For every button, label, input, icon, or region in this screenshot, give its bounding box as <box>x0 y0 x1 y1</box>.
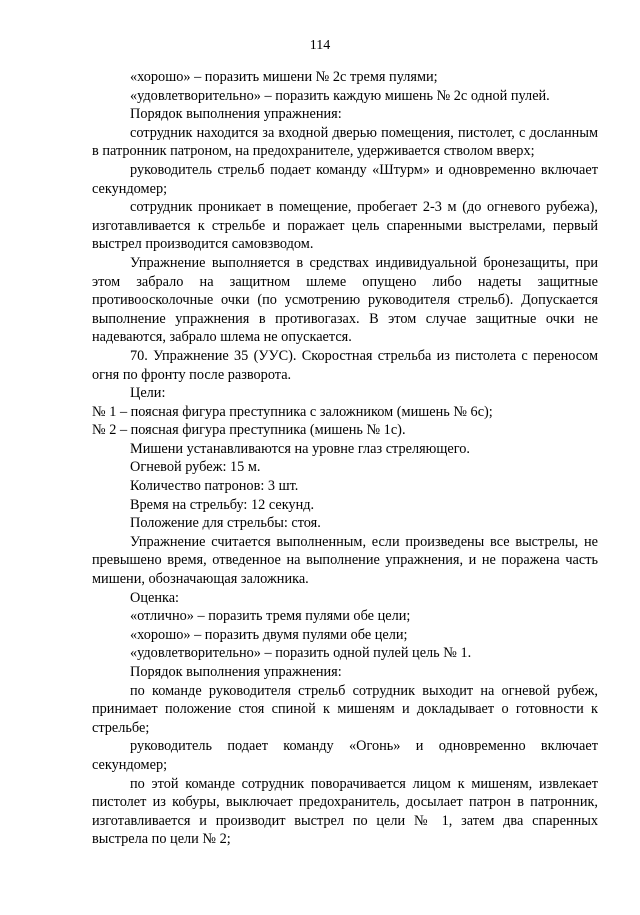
paragraph: Мишени устанавливаются на уровне глаз стреляющего. <box>130 440 470 457</box>
paragraph: руководитель стрельб подает команду «Штурм» и одновременно включает секундомер; <box>92 161 598 197</box>
paragraph: № 2 – поясная фигура преступника (мишень № 1с). <box>92 422 406 439</box>
paragraph: № 1 – поясная фигура преступника с заложником (мишень № 6с); <box>92 403 493 420</box>
paragraph: Оценка: <box>130 589 180 606</box>
paragraph: Положение для стрельбы: стоя. <box>130 515 321 532</box>
paragraph: Количество патронов: 3 шт. <box>130 478 299 495</box>
paragraph: руководитель подает команду «Огонь» и одновременно включает секундомер; <box>92 738 598 773</box>
paragraph: Цели: <box>130 385 166 402</box>
paragraph: «удовлетворительно» – поразить каждую мишень № 2с одной пулей. <box>130 87 550 104</box>
paragraph: по этой команде сотрудник поворачивается лицом к мишеням, извлекает пистолет из кобуры, выключает предохранитель, досылает патрон в патронник, изготавливается и производит выстрел по цели № 1, затем два спаренных выстрела по цели № 2; <box>92 775 598 848</box>
paragraph: Порядок выполнения упражнения: <box>130 106 342 123</box>
paragraph: Упражнение считается выполненным, если произведены все выстрелы, не превышено время, отведенное на выполнение упражнения, и не поражена часть мишени, обозначающая заложника. <box>92 533 598 588</box>
paragraph: Порядок выполнения упражнения: <box>130 664 342 680</box>
paragraph: Время на стрельбу: 12 секунд. <box>130 496 315 513</box>
paragraph: сотрудник находится за входной дверью помещения, пистолет, с досланным в патронник патроном, на предохранителе, удерживается стволом вверх; <box>92 124 598 160</box>
paragraph: Упражнение выполняется в средствах индивидуальной бронезащиты, при этом забрало на защитном шлеме опущено либо надеты защитные противоосколочные очки (по усмотрению руководителя стрельб). Допускается выполнение упражнения в противогазах. В этом случае защитные очки не надеваются, забрало шлема не опускается. <box>92 254 598 346</box>
paragraph: Огневой рубеж: 15 м. <box>130 459 261 476</box>
paragraph: сотрудник проникает в помещение, пробегает 2-3 м (до огневого рубежа), изготавливается к стрельбе и поражает цель спаренными выстрелами, первый выстрел производится самовзводом. <box>92 199 598 253</box>
paragraph: «удовлетворительно» – поразить одной пулей цель № 1. <box>130 645 472 662</box>
paragraph: «хорошо» – поразить двумя пулями обе цели; <box>130 626 408 643</box>
paragraph: «отлично» – поразить тремя пулями обе цели; <box>130 608 411 625</box>
paragraph: «хорошо» – поразить мишени № 2с тремя пулями; <box>130 69 438 85</box>
paragraph: 70. Упражнение 35 (УУС). Скоростная стрельба из пистолета с переносом огня по фронту после разворота. <box>92 347 598 383</box>
paragraph: по команде руководителя стрельб сотрудник выходит на огневой рубеж, принимает положение стоя спиной к мишеням и докладывает о готовности к стрельбе; <box>92 682 598 736</box>
document-body <box>92 68 598 849</box>
page-number: 114 <box>309 38 331 53</box>
